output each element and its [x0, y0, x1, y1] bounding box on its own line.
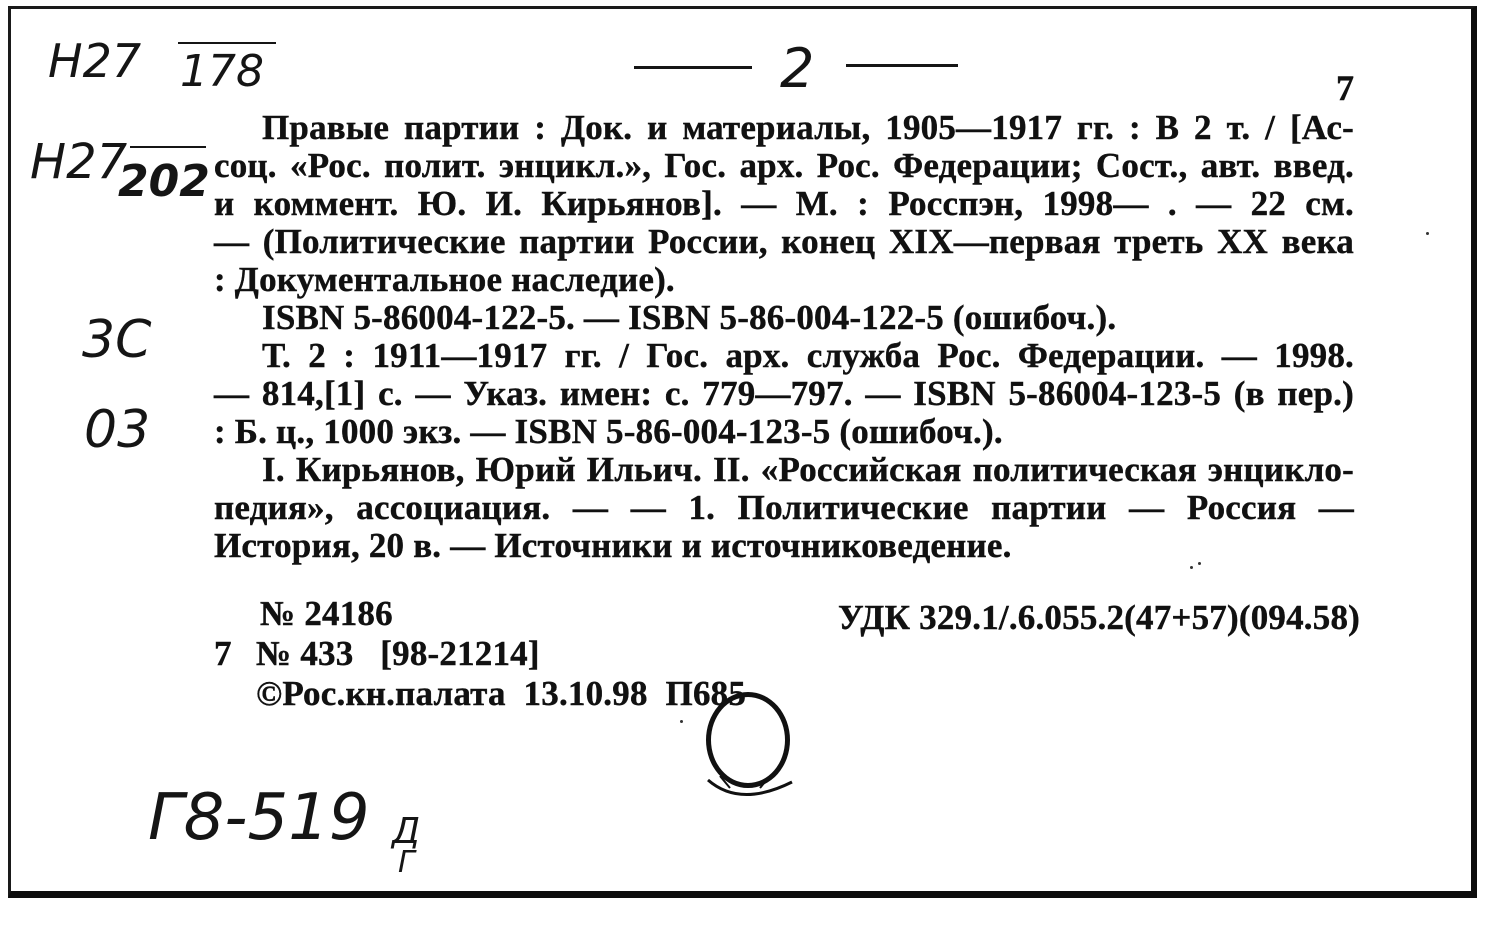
volume-line: — 814,[1] с. — Указ. имен: с. 779—797. — ISBN 5-86004-123-5 (в пер.) — [214, 374, 1354, 413]
handwritten-shelf-code: Г8-519 — [148, 781, 370, 855]
handwritten-fraction-bar — [178, 42, 276, 44]
entry-line: соц. «Рос. полит. энцикл.», Гос. арх. Рос. Федерации; Сост., авт. введ. — [214, 146, 1354, 185]
speck — [1198, 562, 1201, 565]
handwritten-fraction-top: 178 — [180, 46, 264, 97]
udk-code: УДК 329.1/.6.055.2(47+57)(094.58) — [838, 598, 1360, 637]
tracing-line: История, 20 в. — Источники и источниковедение. — [214, 526, 1012, 565]
handwritten-fraction-bar-2 — [130, 146, 206, 148]
handwritten-shelf-sub-2: Г — [398, 845, 415, 880]
handwritten-dash-right — [846, 64, 958, 67]
speck — [1190, 566, 1193, 569]
entry-line: : Документальное наследие). — [214, 260, 675, 299]
volume-line: : Б. ц., 1000 экз. — ISBN 5-86-004-123-5 (ошибоч.). — [214, 412, 1003, 451]
handwritten-margin-mark-2: 03 — [84, 400, 151, 460]
card-number: № 24186 — [260, 594, 393, 633]
handwritten-code-top-left: Н27 — [48, 34, 142, 88]
entry-line: и коммент. Ю. И. Кирьянов]. — М. : Росспэн, 1998— . — 22 см. — [214, 184, 1354, 223]
volume-line: Т. 2 : 1911—1917 гг. / Гос. арх. служба Рос. Федерации. — 1998. — [262, 336, 1354, 375]
handwritten-margin-mark-1: 3С — [82, 310, 152, 370]
tracing-line: I. Кирьянов, Юрий Ильич. II. «Российская политическая энцикло- — [262, 450, 1354, 489]
speck — [1426, 232, 1429, 235]
handwritten-shelf-sub: Д — [392, 811, 421, 852]
order-number: № 433 [98-21214] — [256, 634, 540, 673]
copyright-line: ©Рос.кн.палата 13.10.98 П685 — [256, 674, 747, 713]
handwritten-page-number: 2 — [780, 37, 815, 100]
small-number: 7 — [214, 634, 232, 673]
speck — [680, 720, 683, 723]
handwritten-dash-left — [634, 66, 752, 69]
entry-line: Правые партии : Док. и материалы, 1905—1917 гг. : В 2 т. / [Ас- — [262, 108, 1354, 147]
handwritten-code-second: Н27 — [30, 134, 128, 190]
corner-number: 7 — [1336, 68, 1355, 108]
entry-line: — (Политические партии России, конец XIX—первая треть XX века — [214, 222, 1354, 261]
tracing-line: педия», ассоциация. — — 1. Политические партии — Россия — — [214, 488, 1354, 527]
handwritten-fraction-second: 202 — [118, 156, 210, 207]
isbn-line: ISBN 5-86004-122-5. — ISBN 5-86-004-122-5 (ошибоч.). — [262, 298, 1117, 337]
handwritten-hatch-mark — [700, 770, 800, 810]
